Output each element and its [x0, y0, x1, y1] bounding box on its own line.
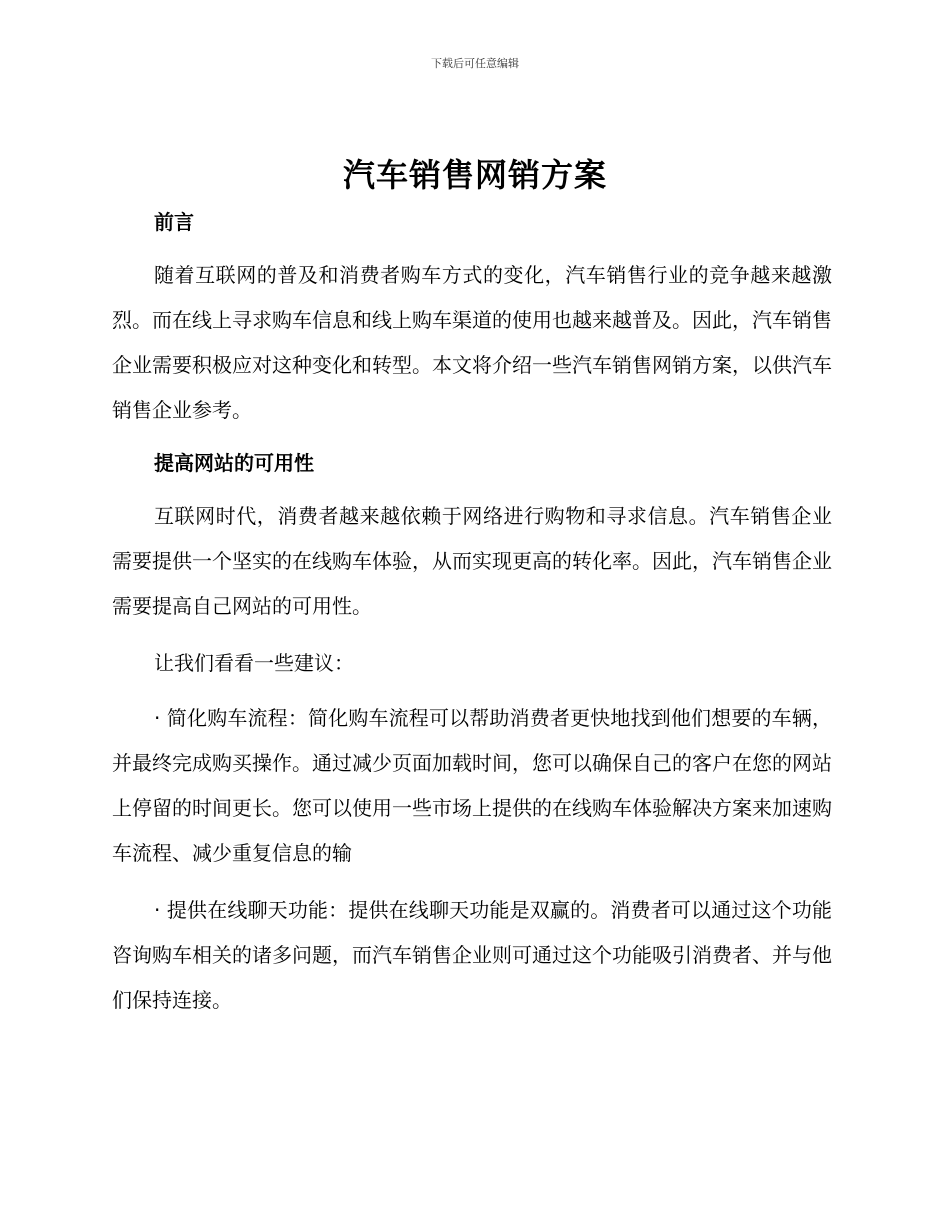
- paragraph-preface: 随着互联网的普及和消费者购车方式的变化，汽车销售行业的竞争越来越激烈。而在线上寻求购车信息和线上购车渠道的使用也越来越普及。因此，汽车销售企业需要积极应对这种变化和转型。本文将介绍一些汽车销售网销方案，以供汽车销售企业参考。: [112, 263, 832, 422]
- paragraph-usability-intro: 互联网时代，消费者越来越依赖于网络进行购物和寻求信息。汽车销售企业需要提供一个坚实的在线购车体验，从而实现更高的转化率。因此，汽车销售企业需要提高自己网站的可用性。: [112, 504, 832, 618]
- document-body: [112, 204, 832, 1035]
- document-title: 汽车销售网销方案: [342, 156, 607, 194]
- section-heading-preface: 前言: [154, 210, 194, 234]
- bullet-online-chat: · 提供在线聊天功能：提供在线聊天功能是双赢的。消费者可以通过这个功能咨询购车相关的诸多问题，而汽车销售企业则可通过这个功能吸引消费者、并与他们保持连接。: [112, 898, 832, 1012]
- header-note: 下载后可任意编辑: [431, 57, 519, 70]
- section-heading-website-usability: 提高网站的可用性: [154, 451, 314, 475]
- bullet-simplify-purchase: · 简化购车流程：简化购车流程可以帮助消费者更快地找到他们想要的车辆，并最终完成购买操作。通过减少页面加载时间，您可以确保自己的客户在您的网站上停留的时间更长。您可以使用一些市场上提供的在线购车体验解决方案来加速购车流程、减少重复信息的输: [112, 706, 832, 865]
- paragraph-suggestions-lead: 让我们看看一些建议：: [154, 651, 354, 675]
